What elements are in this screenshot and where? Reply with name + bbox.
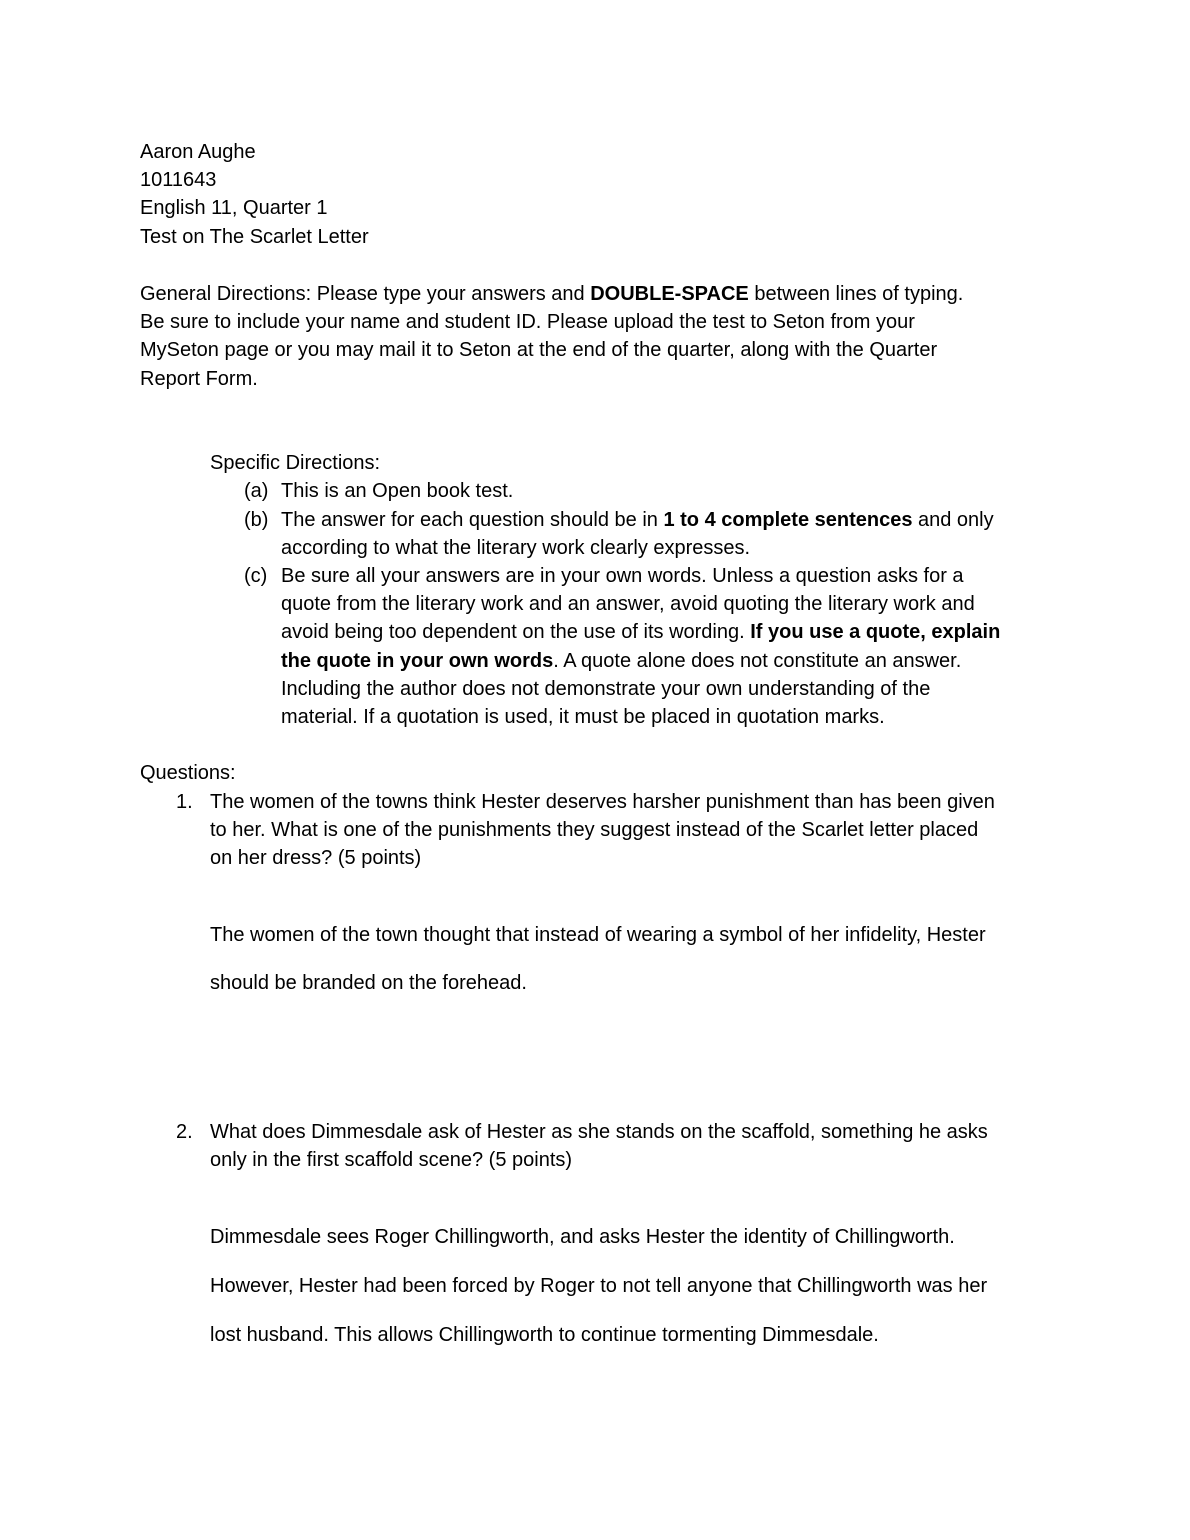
text-run: The answer for each question should be in: [281, 509, 664, 531]
question-text: The women of the towns think Hester deserves harsher punishment than has been given: [210, 791, 995, 813]
course-name: English 11, Quarter 1: [140, 197, 328, 219]
general-directions-line: [140, 280, 963, 308]
direction-text: [281, 618, 1000, 646]
list-marker: (c): [244, 565, 268, 587]
question-number: 1.: [176, 791, 193, 813]
student-id: 1011643: [140, 169, 217, 191]
direction-text: Be sure all your answers are in your own words. Unless a question asks for a: [281, 565, 964, 587]
text-run: . A quote alone does not constitute an answer.: [553, 650, 962, 672]
direction-text: [281, 647, 961, 675]
direction-text: according to what the literary work clearly expresses.: [281, 537, 751, 559]
test-title: Test on The Scarlet Letter: [140, 226, 369, 248]
answer-text: lost husband. This allows Chillingworth to continue tormenting Dimmesdale.: [210, 1324, 879, 1346]
answer-text: Dimmesdale sees Roger Chillingworth, and asks Hester the identity of Chillingworth.: [210, 1226, 955, 1248]
direction-text: quote from the literary work and an answer, avoid quoting the literary work and: [281, 593, 975, 615]
question-text: to her. What is one of the punishments they suggest instead of the Scarlet letter placed: [210, 819, 979, 841]
bold-text: the quote in your own words: [281, 650, 554, 672]
general-directions-line: Be sure to include your name and student ID. Please upload the test to Seton from your: [140, 311, 915, 333]
text-run: between lines of typing.: [748, 283, 964, 305]
answer-text: The women of the town thought that instead of wearing a symbol of her infidelity, Hester: [210, 924, 986, 946]
question-text: only in the first scaffold scene? (5 points): [210, 1149, 573, 1171]
answer-text: should be branded on the forehead.: [210, 972, 527, 994]
question-number: 2.: [176, 1121, 193, 1143]
question-text: on her dress? (5 points): [210, 847, 422, 869]
bold-text: DOUBLE-SPACE: [590, 283, 749, 305]
text-run: avoid being too dependent on the use of its wording.: [281, 621, 751, 643]
direction-text: material. If a quotation is used, it must be placed in quotation marks.: [281, 706, 885, 728]
specific-directions-title: Specific Directions:: [210, 452, 381, 474]
direction-text: [281, 506, 994, 534]
text-run: General Directions: Please type your answers and: [140, 283, 591, 305]
direction-text: This is an Open book test.: [281, 480, 514, 502]
text-run: and only: [912, 509, 994, 531]
question-text: What does Dimmesdale ask of Hester as she stands on the scaffold, something he asks: [210, 1121, 988, 1143]
questions-title: Questions:: [140, 762, 236, 784]
list-marker: (b): [244, 509, 269, 531]
bold-text: 1 to 4 complete sentences: [663, 509, 913, 531]
bold-text: If you use a quote, explain: [750, 621, 1001, 643]
answer-text: However, Hester had been forced by Roger to not tell anyone that Chillingworth was her: [210, 1275, 988, 1297]
general-directions-line: Report Form.: [140, 368, 258, 390]
student-name: Aaron Aughe: [140, 141, 256, 163]
direction-text: Including the author does not demonstrate your own understanding of the: [281, 678, 931, 700]
list-marker: (a): [244, 480, 269, 502]
general-directions-line: MySeton page or you may mail it to Seton at the end of the quarter, along with the Quarter: [140, 339, 938, 361]
